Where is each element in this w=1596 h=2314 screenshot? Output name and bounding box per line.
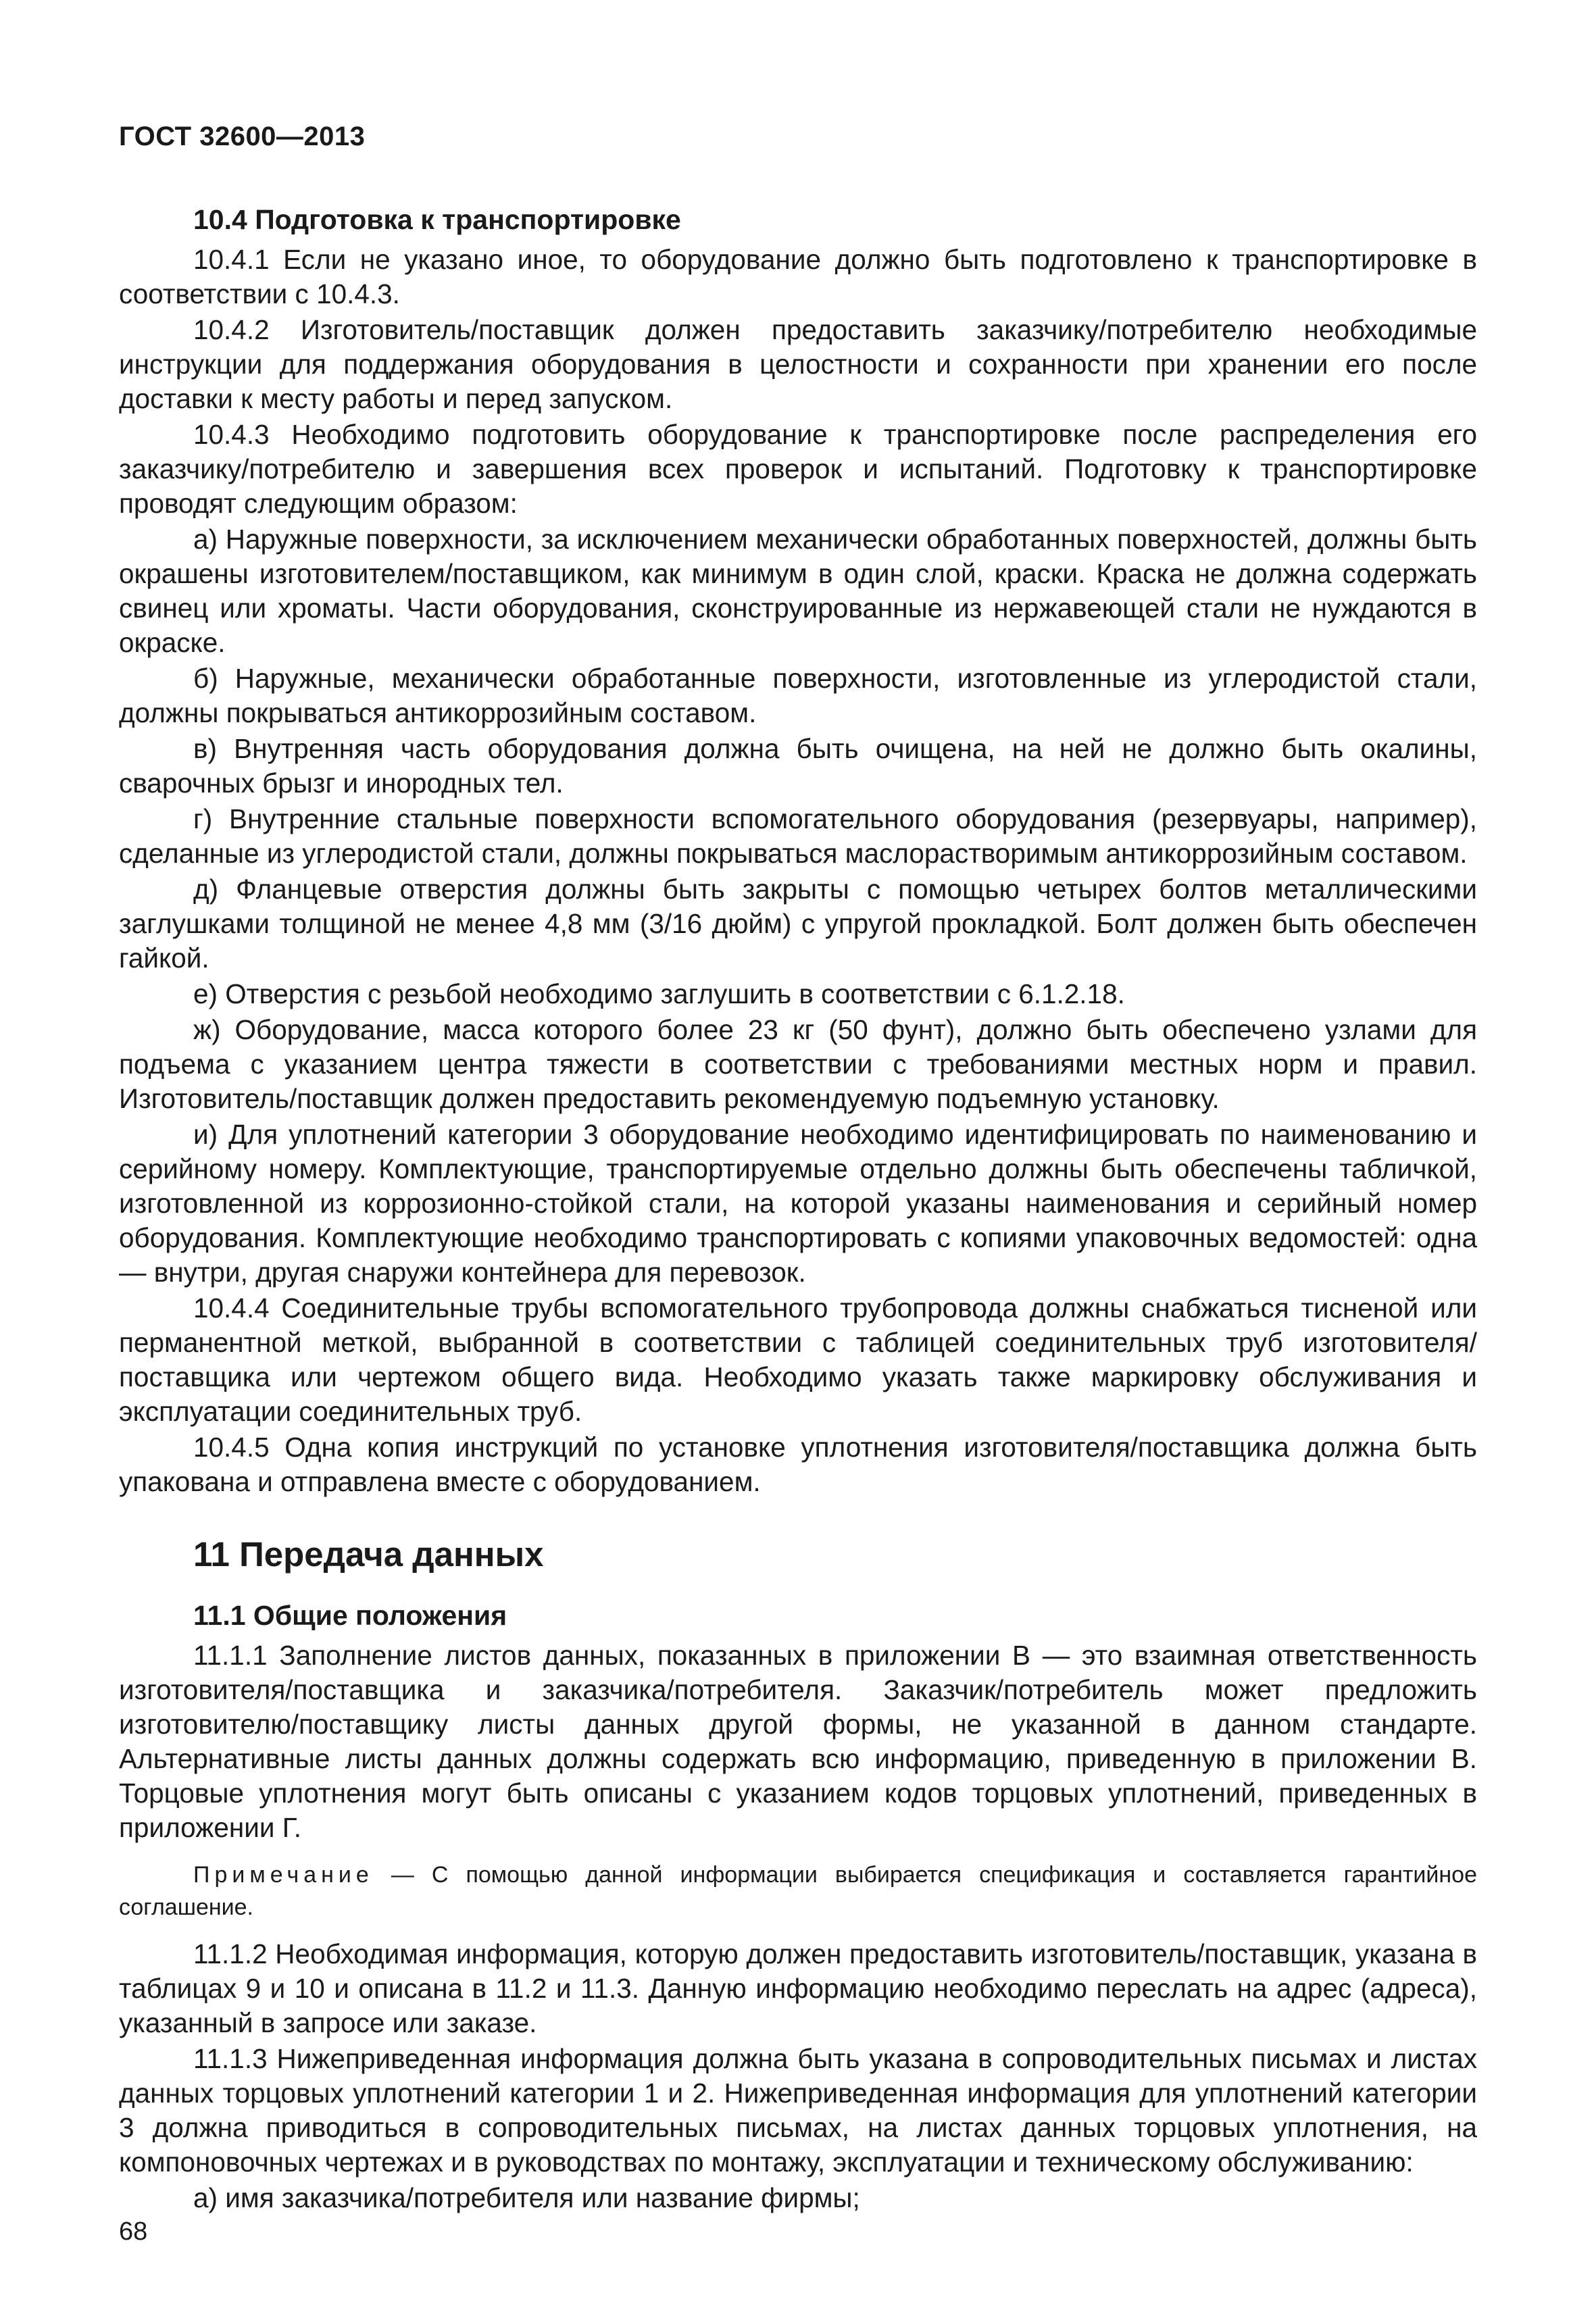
page-number: 68 <box>119 2217 148 2246</box>
note <box>119 1859 1477 1923</box>
paragraph-10-4-4: 10.4.4 Соединительные трубы вспомогательного трубопровода должны снабжаться тисненой или перманентной меткой, выбранной в соответствии с таблицей соединительных труб изготовителя/поставщика или чертежом общего вида. Необходимо указать также маркировку обслуживания и эксплуатации соединительных труб. <box>119 1292 1477 1427</box>
document-body <box>119 197 1477 2217</box>
section-11-1-title: 11.1 Общие положения <box>193 1600 507 1631</box>
section-11-title: 11 Передача данных <box>193 1535 544 1574</box>
paragraph-10-4-3: 10.4.3 Необходимо подготовить оборудование к транспортировке после распределения его заказчику/потребителю и завершения всех проверок и испытаний. Подготовку к транспортировке проводят следующим образом: <box>119 419 1477 519</box>
section-10-4-title: 10.4 Подготовка к транспортировке <box>193 204 681 235</box>
list-item-a: а) Наружные поверхности, за исключением механически обработанных поверхностей, должны быть окрашены изготовителем/поставщиком, как минимум в один слой, краски. Краска не должна содержать свинец или хроматы. Части оборудования, сконструированные из нержавеющей стали не нуждаются в окраске. <box>119 524 1477 658</box>
paragraph-11-1-2: 11.1.2 Необходимая информация, которую должен предоставить изготовитель/поставщик, указана в таблицах 9 и 10 и описана в 11.2 и 11.3. Данную информацию необходимо переслать на адрес (адреса), указанный в запросе или заказе. <box>119 1938 1477 2038</box>
paragraph-10-4-5: 10.4.5 Одна копия инструкций по установке уплотнения изготовителя/поставщика должна быть упакована и отправлена вместе с оборудованием. <box>119 1432 1477 1497</box>
list-item-i: и) Для уплотнений категории 3 оборудование необходимо идентифицировать по наименованию и серийному номеру. Комплектующие, транспортируемые отдельно должны быть обеспечены табличкой, изготовленной из коррозионно-стойкой стали, на которой указаны наименования и серийный номер оборудования. Комплектующие необходимо транспортировать с копиями упаковочных ведомостей: одна — внутри, другая снаружи контейнера для перевозок. <box>119 1119 1477 1288</box>
list-item-zh: ж) Оборудование, масса которого более 23 кг (50 фунт), должно быть обеспечено узлами для подъема с указанием центра тяжести в соответствии с требованиями местных норм и правил. Изготовитель/поставщик должен предоставить рекомендуемую подъемную установку. <box>119 1014 1477 1114</box>
paragraph-11-1-3: 11.1.3 Нижеприведенная информация должна быть указана в сопроводительных письмах и листах данных торцовых уплотнений категории 1 и 2. Нижеприведенная информация для уплотнений категории 3 должна приводиться в сопроводительных письмах, на листах данных торцовых уплотнения, на компоновочных чертежах и в руководствах по монтажу, эксплуатации и техническому обслуживанию: <box>119 2043 1477 2178</box>
list-item-11-a: а) имя заказчика/потребителя или название фирмы; <box>193 2182 860 2213</box>
list-item-g: г) Внутренние стальные поверхности вспомогательного оборудования (резервуары, например), сделанные из углеродистой стали, должны покрываться маслорастворимым антикоррозийным составом. <box>119 803 1477 869</box>
paragraph-10-4-2: 10.4.2 Изготовитель/поставщик должен предоставить заказчику/потребителю необходимые инструкции для поддержания оборудования в целостности и сохранности при хранении его после доставки к месту работы и перед запуском. <box>119 314 1477 414</box>
list-item-d: д) Фланцевые отверстия должны быть закрыты с помощью четырех болтов металлическими заглушками толщиной не менее 4,8 мм (3/16 дюйм) с упругой прокладкой. Болт должен быть обеспечен гайкой. <box>119 874 1477 974</box>
document-header: ГОСТ 32600—2013 <box>119 122 366 151</box>
paragraph-11-1-1: 11.1.1 Заполнение листов данных, показанных в приложении В — это взаимная ответственность изготовителя/поставщика и заказчика/потребителя. Заказчик/потребитель может предложить изготовителю/поставщику листы данных другой формы, не указанной в данном стандарте. Альтернативные листы данных должны содержать всю информацию, приведенную в приложении В. Торцовые уплотнения могут быть описаны с указанием кодов торцовых уплотнений, приведенных в приложении Г. <box>119 1640 1477 1843</box>
list-item-v: в) Внутренняя часть оборудования должна быть очищена, на ней не должно быть окалины, сварочных брызг и инородных тел. <box>119 733 1477 799</box>
note-text: — С помощью данной информации выбирается спецификация и составляется гарантийное соглашение. <box>119 1862 1477 1920</box>
paragraph-10-4-1: 10.4.1 Если не указано иное, то оборудование должно быть подготовлено к транспортировке в соответствии с 10.4.3. <box>119 244 1477 309</box>
note-label: Примечание <box>193 1862 374 1888</box>
list-item-e: е) Отверстия с резьбой необходимо заглушить в соответствии с 6.1.2.18. <box>193 978 1125 1009</box>
list-item-b: б) Наружные, механически обработанные поверхности, изготовленные из углеродистой стали, должны покрываться антикоррозийным составом. <box>119 663 1477 728</box>
